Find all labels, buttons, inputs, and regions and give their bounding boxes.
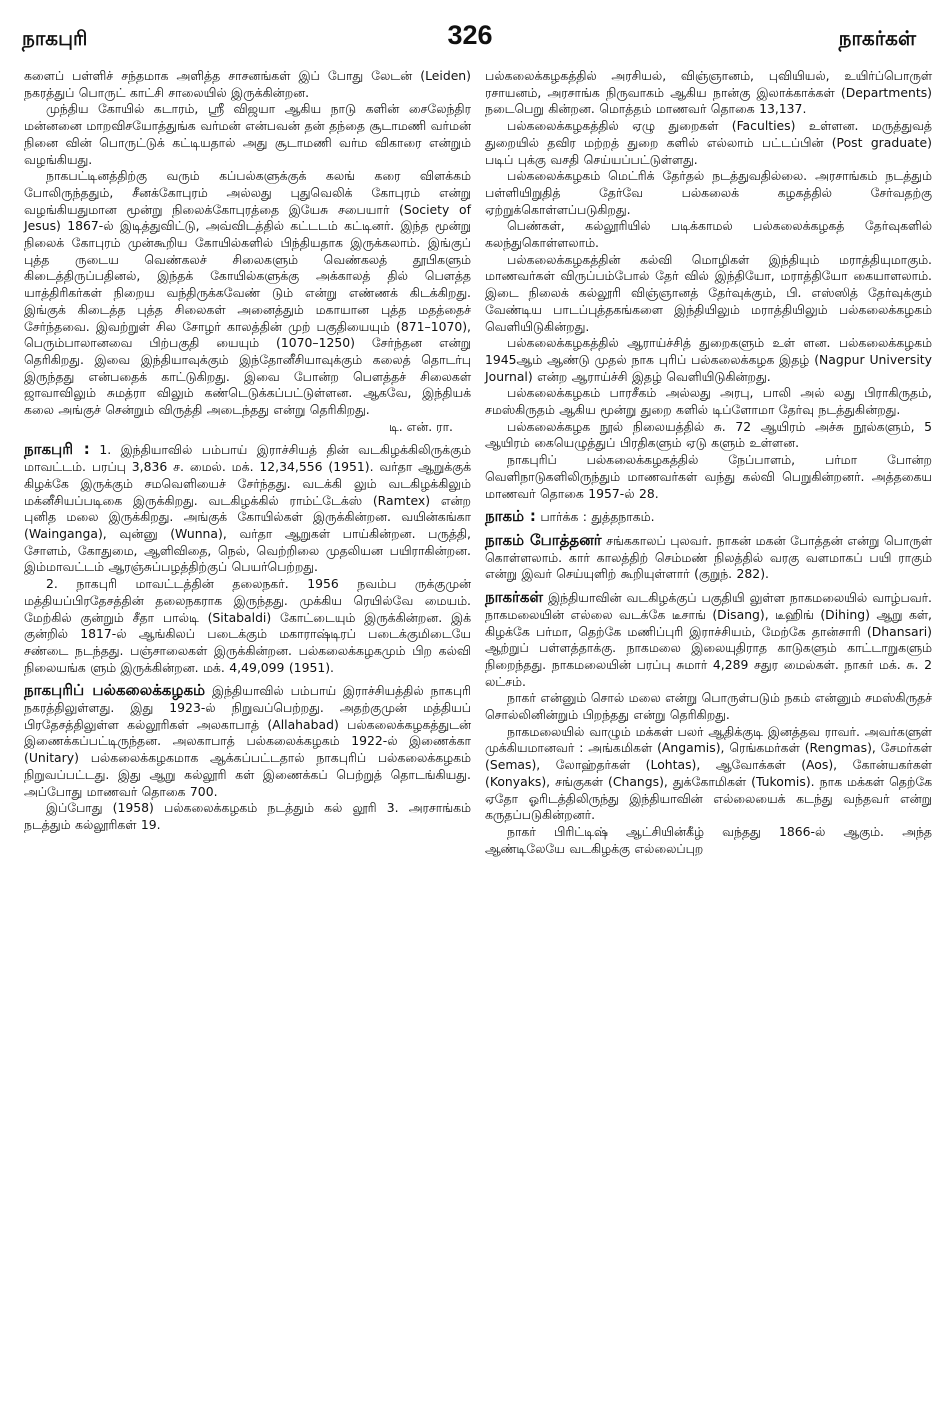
entry-nagam-pothanar: [485, 532, 932, 583]
running-head-right: நாகர்கள்: [838, 26, 916, 50]
headword: நாகர்கள்: [485, 588, 544, 607]
paragraph: நாகபட்டினத்திற்கு வரும் கப்பல்களுக்குக் கலங் கரை விளக்கம் போலிருந்ததும், சீனக்கோபுரம் அல்லது புதுவெலிக் கோபுரம் என்று வழங்கியதுமான மூன்று நிலைக்கோபுரத்தை இயேசு சபையார் (Society of Jesus) 1867-ல் இடித்துவிட்டு, அவ்விடத்தில் கட்டடம் கட்டினர். இந்த மூன்று நிலைக் கோபுரம் முன்கூறிய கோயில்களில் பிந்தியதாக இருக்கலாம். இங்குப் புத்த ருடைய வெண்கலச் சிலைகளும் வெண்கலத் தூபிகளும் கிடைத்திருப்பதினல், இந்தக் கோயில்களுக்கு அக்காலத் தில் பௌத்த யாத்திரிகர்கள் நிறைய வந்திருக்கவேண் டும் என்று எண்ணக் கிடக்கிறது. இங்குக் கிடைத்த புத்த சிலைகள் அனைத்தும் மகாயான புத்த மதத்தைச் சேர்ந்தவை. இவற்றுள் சில சோழர் காலத்தின் முற் பகுதியையும் (871–1070), பெரும்பாலானவை பிற்பகுதி யையும் (1070–1250) சேர்ந்தன என்று தெரிகிறது. இவை இந்தியாவுக்கும் இந்தோனீசியாவுக்கும் கலைத் தொடர்பு இருந்தது என்பதைக் காட்டுகிறது. இவை போன்ற பௌத்தச் சிலைகள் ஜாவாவிலும் சுமத்ரா விலும் கண்டெடுக்கப்பட்டுள்ளன. ஆகவே, இந்தியக் கலை அங்குச் சென்றும் விருத்தி அடைந்தது என்று தெரிகிறது.: [24, 168, 471, 418]
running-head-left: நாகபுரி: [22, 26, 88, 50]
entry-nagargal: [485, 589, 932, 690]
paragraph: நாகர் என்னும் சொல் மலை என்று பொருள்படும் நகம் என்னும் சமஸ்கிருதச் சொல்லினின்றும் பிறந்தது என்று தெரிகிறது.: [485, 690, 932, 723]
paragraph: நாகபுரிப் பல்கலைக்கழகத்தில் நேப்பாளம், பர்மா போன்ற வெளிநாடுகளிலிருந்தும் மாணவர்கள் வந்து கல்வி பெறுகின்றனர். அத்தகைய மாணவர் தொகை 1957-ல் 28.: [485, 452, 932, 501]
entry-nagpur: [24, 441, 471, 576]
entry-body: இந்தியாவில் பம்பாய் இராச்சியத்தில் நாகபுரி நகரத்திலுள்ளது. இது 1923-ல் நிறுவப்பெற்றது. அதற்குமுன் மத்தியப் பிரதேசத்திலுள்ள கல்லூரிகள் அலகாபாத் (Allahabad) பல்கலைக்கழகத்துடன் இணைக்கப்பட்டிருந்தன. அலகாபாத் பல்கலைக்கழகம் 1922-ல் இணைக்கா (Unitary) பல்கலைக்கழகமாக ஆக்கப்பட்டதால் நாகபுரிப் பல்கலைக்கழகம் நிறுவப்பட்டது. இது ஆறு கல்லூரி கள் இணைக்கப் பெற்றுத் தொடங்கியது. அப்போது மாணவர் தொகை 700.: [24, 683, 471, 799]
left-column: [24, 68, 471, 834]
paragraph: முந்திய கோயில் கடாரம், ஸ்ரீ விஜயா ஆகிய நாடு களின் சைலேந்திர மன்னனை மாறவிசயோத்துங்க வர்மன் என்பவன் தன் தந்தை சூடாமணி வர்மன் நினை வின் பொருட்டுக் கட்டியதால் அது சூடாமணி வர்ம விகாரை என்றும் வழங்கியது.: [24, 101, 471, 167]
paragraph: பல்கலைக்கழகத்தில் ஏழு துறைகள் (Faculties) உள்ளன. மருத்துவத் துறையில் தவிர மற்றத் துறை களில் எல்லாம் பட்டப்பின் (Post graduate) படிப் புக்கு வசதி செய்யப்பட்டுள்ளது.: [485, 118, 932, 167]
entry-body: பார்க்க : துத்தநாகம்.: [540, 509, 655, 525]
entry-body: இந்தியாவின் வடகிழக்குப் பகுதியி லுள்ள நாகமலையில் வாழ்பவர். நாகமலையின் எல்லை வடக்கே டீசாங் (Disang), டீஹிங் (Dihing) ஆறு கள், கிழக்கே பர்மா, தெற்கே மணிப்புரி இராச்சியம், மேற்கே தான்சாரி (Dhansari) ஆற்றுப் பள்ளத்தாக்கு. நாகமலை இலையுதிராத காடுகளும் காட்டாறுகளும் நிறைந்தது. நாகமலையின் பரப்பு சுமார் 4,289 சதுர மைல்கள். நாகர் மக். சு. 2 லட்சம்.: [485, 590, 932, 689]
entry-nagpur-university: [24, 682, 471, 800]
page-number: 326: [447, 20, 493, 50]
headword: நாகபுரிப் பல்கலைக்கழகம்: [24, 681, 206, 700]
entry-nagam: [485, 508, 932, 526]
paragraph: பல்கலைக்கழகம் பாரசீகம் அல்லது அரபு, பாலி அல் லது பிராகிருதம், சமஸ்கிருதம் ஆகிய மூன்று துறை களில் டிப்ளோமா தேர்வு நடத்துகின்றது.: [485, 385, 932, 418]
paragraph: இப்போது (1958) பல்கலைக்கழகம் நடத்தும் கல் லூரி 3. அரசாங்கம் நடத்தும் கல்லூரிகள் 19.: [24, 800, 471, 832]
entry-body: சங்ககாலப் புலவர். நாகன் மகன் போத்தன் என்று பொருள் கொள்ளலாம். கார் காலத்திற் செம்மண் நிலத்தில் வரகு வளமாகப் பயி ராகும் என்று இவர் செய்யுளிற் கூறியுள்ளார் (குறுந். 282).: [485, 532, 932, 582]
entry-body: 1. இந்தியாவில் பம்பாய் இராச்சியத் தின் வடகிழக்கிலிருக்கும் மாவட்டம். பரப்பு 3,836 ச. மைல். மக். 12,34,556 (1951). வர்தா ஆறுக்குக் கிழக்கே இருக்கும் சமவெளியைச் சேர்ந்தது. வடக்கி லும் வடகிழக்கிலும் மக்னீசியப்படிகை இருக்கிறது. வடகிழக்கில் ராம்ட்டேக்ஸ் (Ramtex) என்ற புனித மலை இருக்கிறது. அங்குக் கோயில்கள் இருக்கின்றன. வயின்கங்கா (Wainganga), வுன்னு (Wunna), வர்தா ஆறுகள் பாய்கின்றன. பருத்தி, சோளம், கோதுமை, ஆளிவிதை, நெல், வெற்றிலை முதலியன பயிராகின்றன. இம்மாவட்டம் ஆரஞ்சுப்பழத்திற்குப் பெயர்பெற்றது.: [24, 442, 471, 575]
page-header: [0, 0, 940, 56]
paragraph: களைப் பள்ளிச் சந்தமாக அளித்த சாசனங்கள் இப் போது லேடன் (Leiden) நகரத்துப் பொருட் காட்சி சாலையில் இருக்கின்றன.: [24, 68, 471, 100]
headword: நாகபுரி :: [24, 440, 90, 459]
paragraph: பல்கலைக்கழக நூல் நிலையத்தில் சு. 72 ஆயிரம் அச்சு நூல்களும், 5 ஆயிரம் கையெழுத்துப் பிரதிகளும் ஏடு களும் உள்ளன.: [485, 418, 932, 451]
paragraph: நாகர் பிரிட்டிஷ் ஆட்சியின்கீழ் வந்தது 1866-ல் ஆகும். அந்த ஆண்டிலேயே வடகிழக்கு எல்லைப்புற: [485, 823, 932, 856]
paragraph: நாகமலையில் வாழும் மக்கள் பலர் ஆதிக்குடி இனத்தவ ராவர். அவர்களுள் முக்கியமானவர் : அங்கமிகள் (Angamis), ரெங்கமர்கள் (Rengmas), சேமர்கள் (Semas), லோஹ்தர்கள் (Lohtas), ஆவோக்கள் (Aos), கோன்யகர்கள் (Konyaks), சங்குகள் (Changs), துக்கோமிகள் (Tukomis). நாக மக்கள் தெற்கே ஏதோ ஓரிடத்திலிருந்து இந்தியாவின் எல்லையைக் கடந்து வந்தவர் என்று கருதப்படுகின்றனர்.: [485, 723, 932, 823]
paragraph: பல்கலைக்கழகம் மெட்ரிக் தேர்தல் நடத்துவதில்லை. அரசாங்கம் நடத்தும் பள்ளியிறுதித் தேர்வே பல்கலைக் கழகத்தில் சேர்வதற்கு ஏற்றுக்கொள்ளப்படுகிறது.: [485, 168, 932, 217]
author-signature: டி. என். ரா.: [388, 418, 453, 434]
headword: நாகம் போத்தனர்: [485, 530, 602, 549]
paragraph: 2. நாகபுரி மாவட்டத்தின் தலைநகர். 1956 நவம்ப ருக்குமுன் மத்தியப்பிரதேசத்தின் தலைநகராக இருந்தது. முக்கிய ரெயில்வே மையம். மேற்கில் குன்றும் சீதா பால்டி (Sitabaldi) கோட்டையும் இருக்கின்றன. இக் குன்றில் 1817-ல் ஆங்கிலப் படைக்கும் மகாராஷ்டிரப் படைக்குமிடையே சண்டை நடந்தது. பஞ்சாலைகள் இருக்கின்றன. பல்கலைக்கழகமும் பிற கல்வி நிலையங்க ளும் இருக்கின்றன. மக். 4,49,099 (1951).: [24, 576, 471, 675]
paragraph: பல்கலைக்கழகத்தின் கல்வி மொழிகள் இந்தியும் மராத்தியுமாகும். மாணவர்கள் விருப்பம்போல் தேர் வில் இந்தியோ, மராத்தியோ கையாளலாம். இடை நிலைக் கல்லூரி விஞ்ஞானத் தேர்வுக்கும், பி. எஸ்ஸித் தேர்வுக்கும் வேண்டிய பாடப்புத்தகங்களை இந்தியிலும் மராத்தியிலும் பல்கலைக்கழகம் வெளியிடுகின்றது.: [485, 251, 932, 334]
paragraph: பல்கலைக்கழகத்தில் அரசியல், விஞ்ஞானம், புவியியல், உயிர்ப்பொருள் ரசாயனம், அரசாங்க நிருவாகம் ஆகிய நான்கு இலாக்காக்கள் (Departments) நடைபெறு கின்றன. மொத்தம் மாணவர் தொகை 13,137.: [485, 68, 932, 117]
paragraph: பல்கலைக்கழகத்தில் ஆராய்ச்சித் துறைகளும் உள் ளன. பல்கலைக்கழகம் 1945ஆம் ஆண்டு முதல் நாக புரிப் பல்கலைக்கழக இதழ் (Nagpur University Journal) என்ற ஆராய்ச்சி இதழ் வெளியிடுகின்றது.: [485, 335, 932, 384]
paragraph: பெண்கள், கல்லூரியில் படிக்காமல் பல்கலைக்கழகத் தேர்வுகளில் கலந்துகொள்ளலாம்.: [485, 218, 932, 251]
right-column: [485, 68, 932, 857]
headword: நாகம் :: [485, 507, 536, 526]
